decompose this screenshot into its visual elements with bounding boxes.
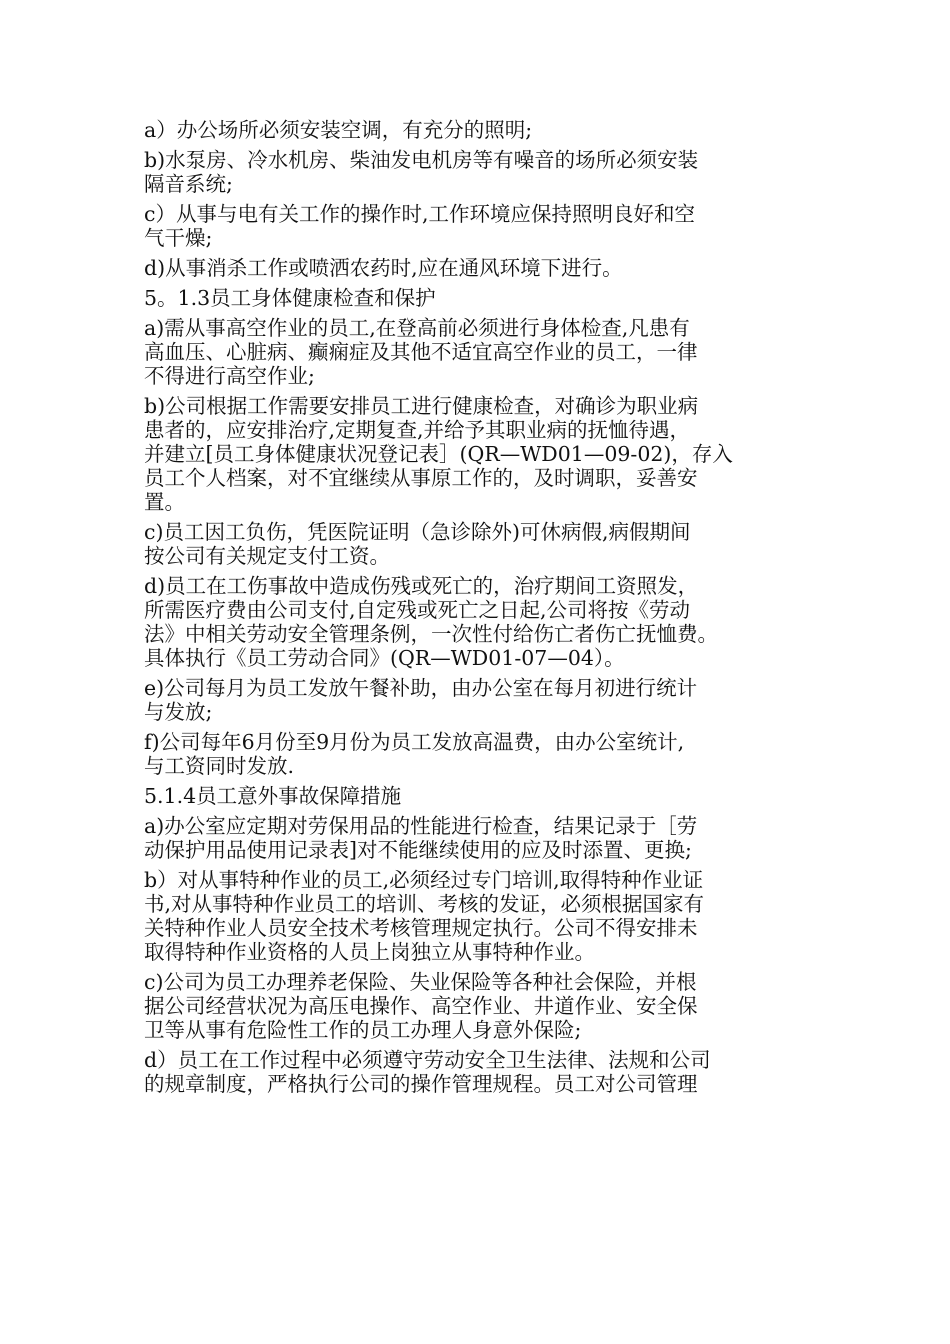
paragraph-5-1-2-a: a）办公场所必须安装空调，有充分的照明; <box>144 118 533 142</box>
paragraph-5-1-3-c: c)员工因工负伤，凭医院证明（急诊除外)可休病假,病假期间 按公司有关规定支付工资。 <box>144 520 691 568</box>
document-body <box>144 118 816 1102</box>
paragraph-5-1-4-a: a)办公室应定期对劳保用品的性能进行检查，结果记录于［劳 动保护用品使用记录表]对不能继续使用的应及时添置、更换; <box>144 814 698 862</box>
paragraph-5-1-4-b: b）对从事特种作业的员工,必须经过专门培训,取得特种作业证 书,对从事特种作业员工的培训、考核的发证，必须根据国家有 关特种作业人员安全技术考核管理规定执行。公司不得安排未 取得特种作业资格的人员上岗独立从事特种作业。 <box>144 868 705 964</box>
paragraph-5-1-3-e: e)公司每月为员工发放午餐补助，由办公室在每月初进行统计 与发放; <box>144 676 698 724</box>
paragraph-5-1-4-c: c)公司为员工办理养老保险、失业保险等各种社会保险，并根 据公司经营状况为高压电操作、高空作业、井道作业、安全保 卫等从事有危险性工作的员工办理人身意外保险; <box>144 970 698 1042</box>
paragraph-5-1-3-f: f)公司每年6月份至9月份为员工发放高温费，由办公室统计, 与工资同时发放. <box>144 730 685 778</box>
paragraph-5-1-3-d: d)员工在工伤事故中造成伤残或死亡的，治疗期间工资照发， 所需医疗费由公司支付,自定残或死亡之日起,公司将按《劳动 法》中相关劳动安全管理条例，一次性付给伤亡者伤亡抚恤费。 具体执行《员工劳动合同》(QR—WD01-07—04）。 <box>144 574 718 670</box>
section-heading-5-1-4: 5.1.4员工意外事故保障措施 <box>144 784 402 808</box>
paragraph-5-1-4-d: d）员工在工作过程中必须遵守劳动安全卫生法律、法规和公司 的规章制度，严格执行公司的操作管理规程。员工对公司管理 <box>144 1048 711 1096</box>
paragraph-5-1-2-c: c）从事与电有关工作的操作时,工作环境应保持照明良好和空 气干燥; <box>144 202 695 250</box>
paragraph-5-1-3-a: a)需从事高空作业的员工,在登高前必须进行身体检查,凡患有 高血压、心脏病、癫痫症及其他不适宜高空作业的员工，一律 不得进行高空作业; <box>144 316 698 388</box>
paragraph-5-1-2-d: d)从事消杀工作或喷洒农药时,应在通风环境下进行。 <box>144 256 623 280</box>
paragraph-5-1-3-b: b)公司根据工作需要安排员工进行健康检查，对确诊为职业病 患者的，应安排治疗,定期复查,并给予其职业病的抚恤待遇， 并建立[员工身体健康状况登记表］(QR—WD01—09-02)，存入 员工个人档案，对不宜继续从事原工作的，及时调职，妥善安 置。 <box>144 394 733 514</box>
section-heading-5-1-3: 5。1.3员工身体健康检查和保护 <box>144 286 436 310</box>
paragraph-5-1-2-b: b)水泵房、冷水机房、柴油发电机房等有噪音的场所必须安装 隔音系统; <box>144 148 699 196</box>
